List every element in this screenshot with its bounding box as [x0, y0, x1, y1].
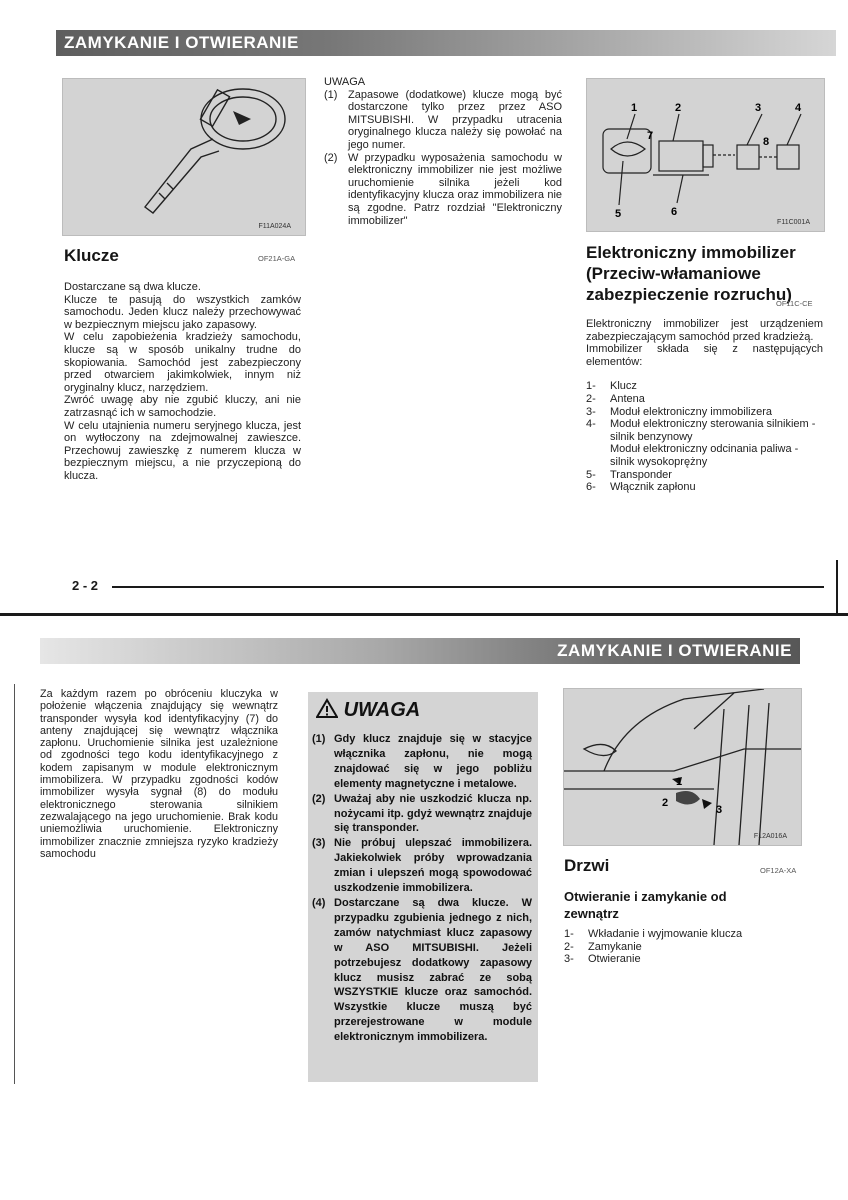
doors-item — [564, 928, 800, 941]
immobilizer-intro: Elektroniczny immobilizer jest urządzeniem zabezpieczającym samochód przed kradzieżą. — [586, 318, 823, 343]
key-figure — [62, 78, 306, 236]
warning-item-number: (1) — [312, 733, 326, 745]
doors-item — [564, 941, 800, 954]
item-number: 1- — [564, 928, 574, 940]
keys-paragraph: Zwróć uwagę aby nie zgubić kluczy, ani nie zatrzasnąć ich w samochodzie. — [64, 394, 301, 419]
keys-paragraph: W celu utajnienia numeru seryjnego klucza, jest on wytłoczony na zdejmowalnej zawieszce. Przechowuj zawieszkę z numerem klucza w bezpiecznym miejscu, a nie przyczepioną do klucza. — [64, 419, 301, 482]
footer-rule — [112, 586, 824, 588]
warning-item — [312, 896, 532, 1045]
item-text: Antena — [610, 392, 645, 405]
section-banner-text: ZAMYKANIE I OTWIERANIE — [557, 641, 792, 660]
door-figure — [563, 688, 802, 846]
keys-heading: Klucze — [64, 246, 119, 265]
item-number: 3- — [586, 405, 596, 418]
immobilizer-item — [586, 469, 823, 482]
diagram-label-1: 1 — [631, 102, 638, 114]
immobilizer-item — [586, 393, 823, 406]
key-illustration — [63, 79, 305, 235]
item-number: 3- — [564, 953, 574, 966]
warning-item-number: (3) — [312, 837, 326, 850]
diagram-label-5: 5 — [615, 208, 622, 220]
keys-paragraph: Klucze te pasują do wszystkich zamków samochodu. Jeden klucz należy przechowywać w bezpiecznym miejscu jako zapasowy. — [64, 293, 301, 331]
warning-list — [312, 732, 532, 1045]
note-item-text: W przypadku wyposażenia samochodu w elektroniczny immobilizer nie jest możliwe uruchomienie silnika jeżeli kod identyfikacyjny klucza oraz immobilizera nie są zgodne. Patrz rozdział "Elektroniczny immobilizer" — [348, 151, 562, 227]
item-number: 5- — [586, 468, 596, 481]
section-banner-top — [56, 30, 836, 56]
item-text: Moduł elektroniczny sterowania silnikiem - silnik benzynowy — [610, 418, 816, 443]
immobilizer-item — [586, 443, 823, 468]
item-text: Transponder — [610, 468, 672, 481]
note-item-number: (2) — [324, 151, 338, 164]
warning-item-number: (2) — [312, 792, 326, 805]
page-edge-line — [836, 560, 838, 614]
warning-title — [316, 698, 420, 722]
note-item-number: (1) — [324, 88, 338, 101]
warning-title-text: UWAGA — [343, 699, 421, 721]
warning-item-number: (4) — [312, 896, 326, 909]
warning-item-text: Nie próbuj ulepszać immobilizera. Jakiekolwiek próby wprowadzania zmian i ulepszeń mogą spowodować uszkodzenie immobilizera. — [334, 837, 532, 895]
immobilizer-item — [586, 380, 823, 393]
diagram-label-3: 3 — [755, 102, 762, 114]
door-label-1: 1 — [676, 776, 683, 788]
doors-code: OF12A-XA — [760, 866, 797, 875]
immobilizer-heading-line: zabezpieczenie rozruchu) — [586, 285, 792, 304]
item-number: 2- — [586, 392, 596, 405]
note-title: UWAGA — [324, 76, 366, 88]
doors-item — [564, 953, 800, 966]
warning-item-text: Gdy klucz znajduje się w stacyjce włącznika zapłonu, nie mogą znajdować się w jego pobliżu elementy magnetyczne i metalowe. — [334, 733, 532, 790]
warning-box — [308, 692, 538, 1082]
immobilizer-heading-line: Elektroniczny immobilizer — [586, 243, 796, 262]
immobilizer-intro-2: Immobilizer składa się z następujących elementów: — [586, 343, 823, 368]
item-number: 4- — [586, 418, 596, 431]
warning-item — [312, 792, 532, 837]
immobilizer-heading-line: (Przeciw-włamaniowe — [586, 264, 761, 283]
note-item — [324, 152, 562, 228]
door-label-2: 2 — [662, 797, 669, 809]
page-edge-line — [14, 684, 15, 1084]
doors-list — [564, 928, 800, 966]
door-illustration — [564, 689, 801, 845]
warning-item — [312, 836, 532, 896]
keys-code: OF21A-GA — [258, 254, 296, 263]
item-text: Klucz — [610, 380, 637, 393]
warning-item-text: Dostarczane są dwa klucze. W przypadku zgubienia jednego z nich, zamów natychmiast klucz zapasowy w ASO MITSUBISHI. Jeżeli potrzebujesz dodatkowy zapasowy klucz musisz zabrać ze sobą WSZYSTKIE klucze oraz samochód. Wszystkie klucze muszą być przerejestrowane w module elektronicznym immobilizera. — [334, 896, 532, 1044]
item-number: 1- — [586, 380, 596, 393]
item-text: Wkładanie i wyjmowanie klucza — [588, 928, 743, 940]
immobilizer-figure — [586, 78, 825, 232]
page-separator — [0, 613, 848, 616]
item-text: Włącznik zapłonu — [610, 481, 696, 494]
item-text: Moduł elektroniczny odcinania paliwa - silnik wysokoprężny — [610, 443, 799, 468]
warning-item-text: Uważaj aby nie uszkodzić klucza np. nożycami itp. gdyż wewnątrz znajduje się transponder. — [334, 792, 532, 835]
warning-triangle-icon — [316, 698, 338, 718]
figure-code: F11C001A — [777, 219, 810, 226]
figure-code: F12A016A — [753, 833, 787, 840]
keys-paragraph: Dostarczane są dwa klucze. — [64, 281, 201, 293]
door-label-3: 3 — [716, 804, 723, 816]
diagram-label-4: 4 — [795, 102, 802, 114]
diagram-label-6: 6 — [671, 206, 678, 218]
immobilizer-item — [586, 418, 823, 443]
doors-heading: Drzwi — [564, 856, 610, 875]
immobilizer-heading — [586, 242, 796, 305]
page-number: 2 - 2 — [72, 578, 99, 593]
section-banner-text: ZAMYKANIE I OTWIERANIE — [64, 33, 299, 52]
diagram-label-7: 7 — [647, 130, 654, 142]
keys-paragraph: W celu zapobieżenia kradzieży samochodu, klucze są w sposób unikalny trudne do skopiowania. Samochód jest zabezpieczony przed otwarciem jakimkolwiek, innym niż oryginalny klucz, narzędziem. — [64, 331, 301, 394]
note-item — [324, 89, 562, 152]
warning-item — [312, 732, 532, 792]
item-number — [586, 443, 610, 468]
section-banner-bottom — [40, 638, 800, 664]
item-number: 6- — [586, 481, 596, 494]
note-item-text: Zapasowe (dodatkowe) klucze mogą być dostarczone tylko przez przez ASO MITSUBISHI. W przypadku utracenia oryginalnego klucza należy się powołać na jego numer. — [348, 88, 562, 151]
item-number: 2- — [564, 940, 574, 953]
immobilizer-item — [586, 406, 823, 419]
item-text: Zamykanie — [588, 940, 642, 953]
transponder-text: Za każdym razem po obróceniu kluczyka w położenie włączenia znajdujący się wewnątrz transponder wysyła kod identyfikacyjny (7) do anteny znajdującej się wewnątrz włącznika zapłonu. Uruchomienie silnika jest uzależnione od zgodności tego kodu identyfikacyjnego z kodem zapisanym w module elektronicznym immobilizera. W przypadku zgodności kodów immobilizer wysyła sygnał (8) do modułu elektronicznego sterowania silnikiem zezwalającego na jego uruchomienie. Brak kodu uniemożliwia uruchomienie. Elektroniczny immobilizer znacznie zmniejsza ryzyko kradzieży samochodu — [40, 688, 278, 860]
figure-code: F11A024A — [258, 223, 291, 230]
diagram-label-8: 8 — [763, 136, 770, 148]
note-block — [324, 76, 562, 227]
immobilizer-item — [586, 481, 823, 494]
item-text: Otwieranie — [588, 953, 641, 966]
immobilizer-text — [586, 318, 823, 494]
immobilizer-code: OF11C-CE — [776, 299, 813, 308]
diagram-label-2: 2 — [675, 102, 682, 114]
doors-subtitle: Otwieranie i zamykanie od zewnątrz — [564, 889, 727, 921]
item-text: Moduł elektroniczny immobilizera — [610, 405, 773, 418]
immobilizer-diagram — [587, 79, 824, 231]
keys-text — [64, 281, 301, 483]
